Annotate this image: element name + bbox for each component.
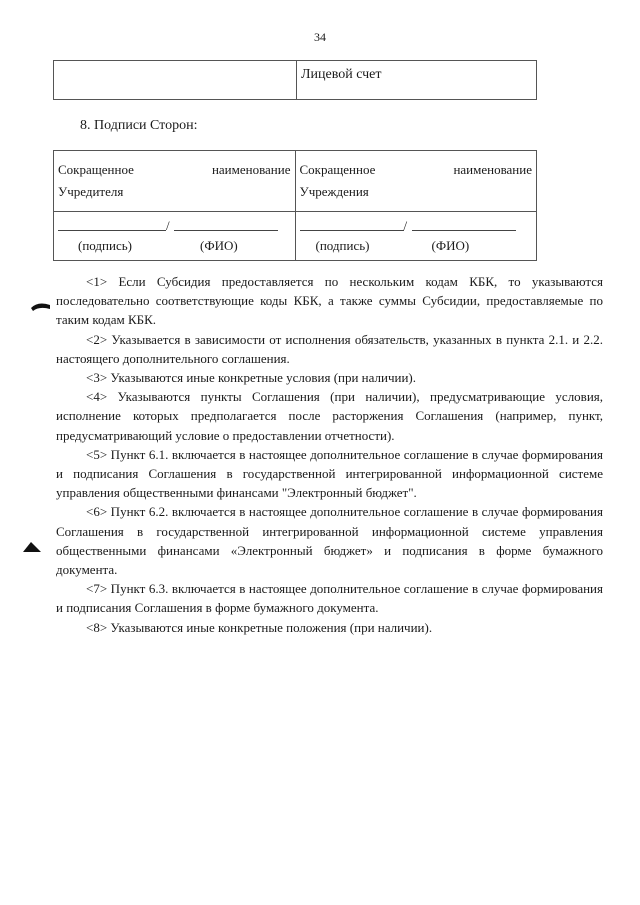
founder-header-word1: Сокращенное: [58, 162, 134, 177]
founder-slash: /: [166, 218, 170, 233]
footnote-5: <5> Пункт 6.1. включается в настоящее дополнительное соглашение в случае формирования и подписания Соглашения в государственной интегрированной информационной системе управления общественными финансами "Электронный бюджет".: [56, 446, 603, 501]
founder-signature-cell: [54, 212, 296, 261]
founder-signature-line: [58, 230, 166, 231]
account-cell: Лицевой счет: [297, 61, 537, 100]
signatures-table: [53, 150, 537, 261]
margin-triangle-mark-icon: [22, 540, 42, 554]
institution-fio-label: (ФИО): [431, 238, 470, 253]
footnote-8: <8> Указываются иные конкретные положения (при наличии).: [86, 619, 433, 635]
institution-header-word2: наименование: [453, 162, 532, 177]
page-number: 34: [314, 30, 326, 44]
footnote-6: <6> Пункт 6.2. включается в настоящее дополнительное соглашение в случае формирования Соглашения в государственной интегрированной информационной системе управления общественными финансами «Электронный бюджет» и подписания в форме бумажного документа.: [56, 504, 603, 578]
institution-header-word1: Сокращенное: [299, 162, 376, 177]
account-table-empty-cell: [54, 61, 297, 100]
founder-sign-label: (подпись): [78, 238, 132, 253]
founder-fio-label: (ФИО): [200, 238, 238, 253]
institution-slash: /: [403, 218, 408, 233]
founder-header-line2: Учредителя: [58, 184, 124, 199]
founder-name-cell: [54, 151, 296, 212]
founder-name-line: [174, 230, 278, 231]
institution-name-line: [412, 230, 516, 231]
section-heading: 8. Подписи Сторон:: [80, 118, 198, 133]
footnote-1: <1> Если Субсидия предоставляется по нескольким кодам КБК, то указываются последовательно соответствующие коды КБК, а также суммы Субсидии, предоставляемые по таким кодам КБК.: [56, 274, 603, 328]
margin-arrow-mark-icon: [30, 300, 52, 312]
institution-signature-line: [300, 230, 404, 231]
institution-signature-cell: [295, 212, 537, 261]
footnote-3: <3> Указываются иные конкретные условия (при наличии).: [86, 370, 417, 386]
institution-name-cell: [295, 151, 537, 212]
footnotes: [56, 272, 603, 637]
footnote-7: <7> Пункт 6.3. включается в настоящее дополнительное соглашение в случае формирования и подписания Соглашения в форме бумажного документа.: [56, 581, 603, 616]
institution-header-line2: Учреждения: [299, 184, 369, 199]
account-table: [53, 60, 537, 100]
institution-sign-label: (подпись): [315, 238, 370, 253]
founder-header-word2: наименование: [211, 162, 291, 177]
footnote-2: <2> Указывается в зависимости от исполнения обязательств, указанных в пункта 2.1. и 2.2. настоящего дополнительного соглашения.: [56, 331, 603, 366]
footnote-4: <4> Указываются пункты Соглашения (при наличии), предусматривающие условия, исполнение которых предполагается после расторжения Соглашения (например, пункт, предусматривающий условие о предоставлении отчетности).: [56, 389, 603, 443]
